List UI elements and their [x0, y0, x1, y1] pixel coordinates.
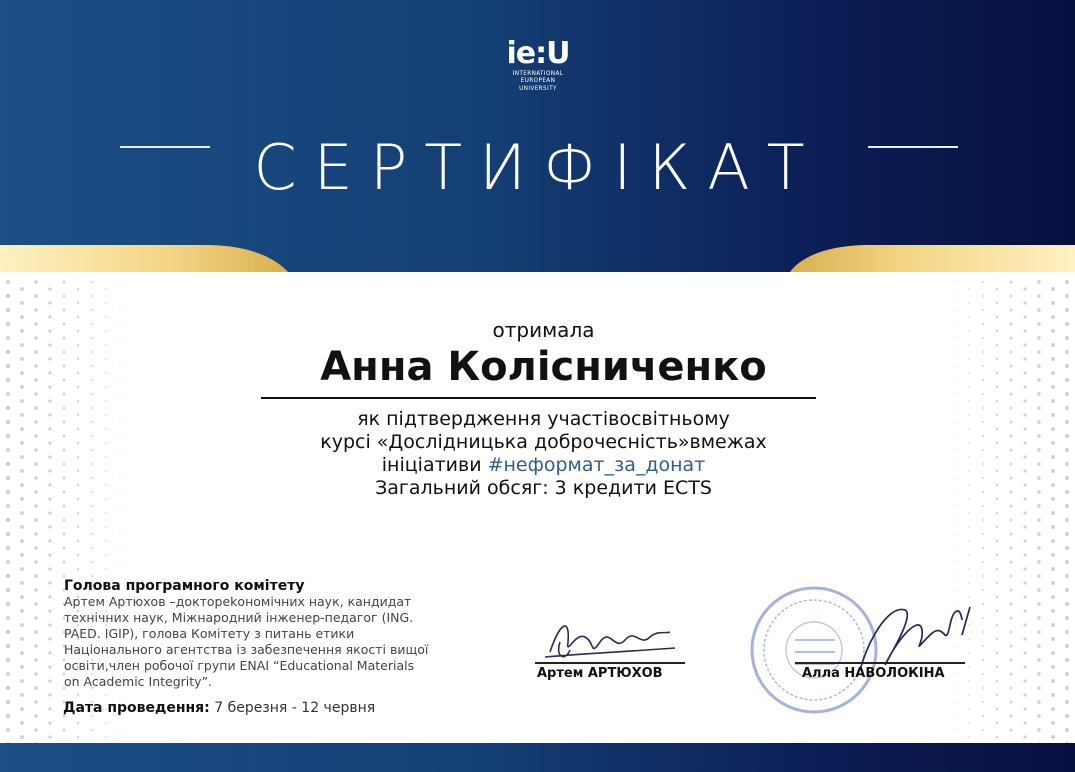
committee-line: on Academic Integrity”. [64, 674, 213, 689]
certificate-header [0, 0, 1075, 272]
body-line-2: курсі «Дослідницька доброчесність»вмежах [320, 431, 767, 453]
university-logo [497, 38, 579, 92]
received-label: отримала [492, 318, 595, 342]
committee-line: технічних наук, Міжнародний інженер-педагог (ING. [64, 610, 414, 625]
signer-artiukhov: Артем АРТЮХОВ [537, 666, 663, 681]
signature-line-navolokina [795, 662, 965, 664]
signature-line-artiukhov [535, 662, 685, 664]
committee-line: PAED. IGIP), голова Комітету з питань етики [64, 626, 355, 641]
certificate-footer [0, 743, 1075, 772]
initiative-hashtag: #неформат_за_донат [487, 454, 706, 476]
body-line-1: як підтвердження участівосвітньому [357, 408, 730, 430]
logo-line-international: INTERNATIONAL [512, 70, 564, 77]
committee-block [64, 578, 454, 690]
recipient-name: Анна Колісниченко [320, 344, 767, 390]
committee-heading: Голова програмного комітету [64, 578, 305, 594]
committee-line: освіти,член робочої групи ENAI “Educational Materials [64, 658, 415, 673]
body-line-3 [0, 454, 1075, 477]
certificate-title: СЕРТИФІКАТ [253, 131, 822, 204]
date-value: 7 березня - 12 червня [209, 700, 376, 716]
committee-line: Артем Артюхов –доктореkономічних наук, кандидат [64, 594, 412, 609]
logo-line-european: EUROPEAN [520, 77, 556, 85]
signer-navolokina: Алла НАВОЛОКІНА [802, 666, 945, 681]
event-dates [63, 700, 375, 716]
body-line-4: Загальний обсяг: 3 кредити ECTS [375, 477, 712, 499]
logo-line-university: UNIVERSITY [519, 84, 557, 92]
certificate-body [0, 408, 1075, 500]
logo-mark: ie:U [506, 36, 570, 71]
committee-line: Національного агентства із забезпечення якості вищої [64, 642, 429, 657]
body-line-3-prefix: ініціативи [381, 454, 488, 476]
committee-description [64, 594, 454, 690]
name-underline [261, 397, 816, 399]
date-label: Дата проведення: [63, 700, 210, 716]
